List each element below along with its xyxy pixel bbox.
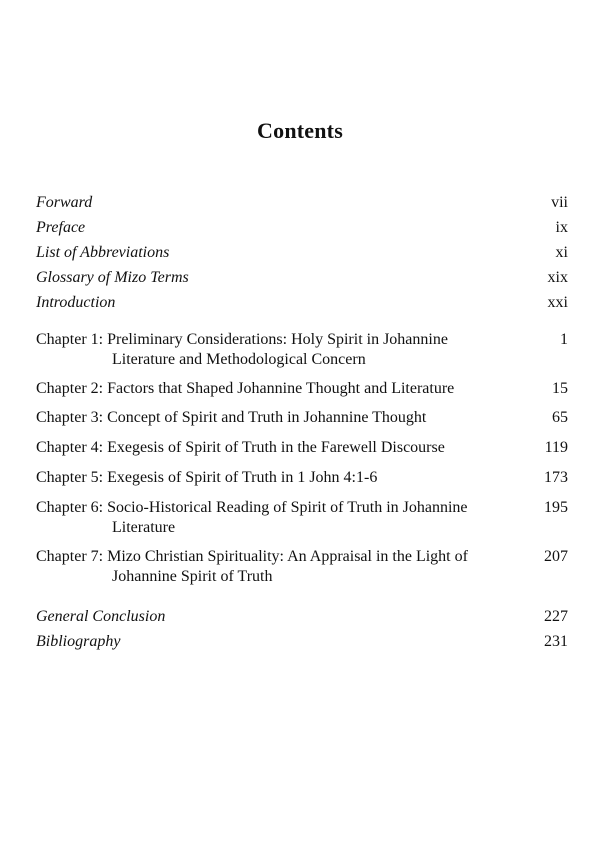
entry-page: 231 xyxy=(544,633,568,650)
entry-title xyxy=(36,498,568,538)
entry-page: ix xyxy=(555,219,568,236)
toc-entry-chapter-5 xyxy=(36,468,568,488)
entry-title xyxy=(36,408,568,428)
toc-entry-glossary xyxy=(36,268,568,288)
entry-title: General Conclusion xyxy=(36,608,166,625)
toc-entry-chapter-7 xyxy=(36,547,568,587)
chapter-title: Mizo Christian Spirituality: An Appraisal in the Light of Johannine Spirit of Truth xyxy=(107,548,468,585)
toc-entry-chapter-4 xyxy=(36,438,568,458)
chapter-label: Chapter 2: xyxy=(36,380,104,397)
chapter-title: Factors that Shaped Johannine Thought and Literature xyxy=(107,380,455,397)
chapter-label: Chapter 6: xyxy=(36,499,104,516)
chapter-label: Chapter 4: xyxy=(36,439,104,456)
toc-entry-introduction xyxy=(36,293,568,313)
entry-title: Preface xyxy=(36,219,86,236)
entry-page: 227 xyxy=(544,608,568,625)
entry-page: 119 xyxy=(544,439,568,456)
chapter-title: Exegesis of Spirit of Truth in the Farewell Discourse xyxy=(107,439,445,456)
entry-page: vii xyxy=(551,194,568,211)
chapter-title: Exegesis of Spirit of Truth in 1 John 4:1-6 xyxy=(107,469,378,486)
toc-entry-bibliography xyxy=(36,632,568,652)
chapter-label: Chapter 5: xyxy=(36,469,104,486)
entry-title: Bibliography xyxy=(36,633,121,650)
chapter-title: Socio-Historical Reading of Spirit of Truth in Johannine Literature xyxy=(107,499,468,536)
chapter-label: Chapter 1: xyxy=(36,331,104,348)
entry-title xyxy=(36,379,568,399)
chapter-title: Preliminary Considerations: Holy Spirit in Johannine Literature and Methodological Concern xyxy=(107,331,448,368)
chapter-title: Concept of Spirit and Truth in Johannine Thought xyxy=(107,409,427,426)
chapter-label: Chapter 7: xyxy=(36,548,104,565)
entry-title: Glossary of Mizo Terms xyxy=(36,269,189,286)
entry-title: List of Abbreviations xyxy=(36,244,170,261)
entry-title: Forward xyxy=(36,194,93,211)
entry-page: 15 xyxy=(552,380,568,397)
entry-page: 173 xyxy=(544,469,568,486)
entry-page: 207 xyxy=(544,548,568,565)
entry-page: xxi xyxy=(547,294,568,311)
toc-entry-chapter-2 xyxy=(36,379,568,399)
page-title: Contents xyxy=(257,118,343,143)
entry-page: xi xyxy=(555,244,568,261)
entry-title xyxy=(36,330,568,370)
entry-title xyxy=(36,547,568,587)
entry-page: 65 xyxy=(552,409,568,426)
entry-page: xix xyxy=(547,269,568,286)
entry-page: 1 xyxy=(560,331,568,348)
toc-entry-forward xyxy=(36,193,568,213)
toc-entry-general-conclusion xyxy=(36,607,568,627)
entry-page: 195 xyxy=(544,499,568,516)
entry-title xyxy=(36,438,568,458)
toc-entry-chapter-1 xyxy=(36,330,568,370)
chapter-label: Chapter 3: xyxy=(36,409,104,426)
toc-entry-chapter-3 xyxy=(36,408,568,428)
toc-entry-chapter-6 xyxy=(36,498,568,538)
toc-entry-preface xyxy=(36,218,568,238)
entry-title: Introduction xyxy=(36,294,116,311)
entry-title xyxy=(36,468,568,488)
toc-entry-abbreviations xyxy=(36,243,568,263)
